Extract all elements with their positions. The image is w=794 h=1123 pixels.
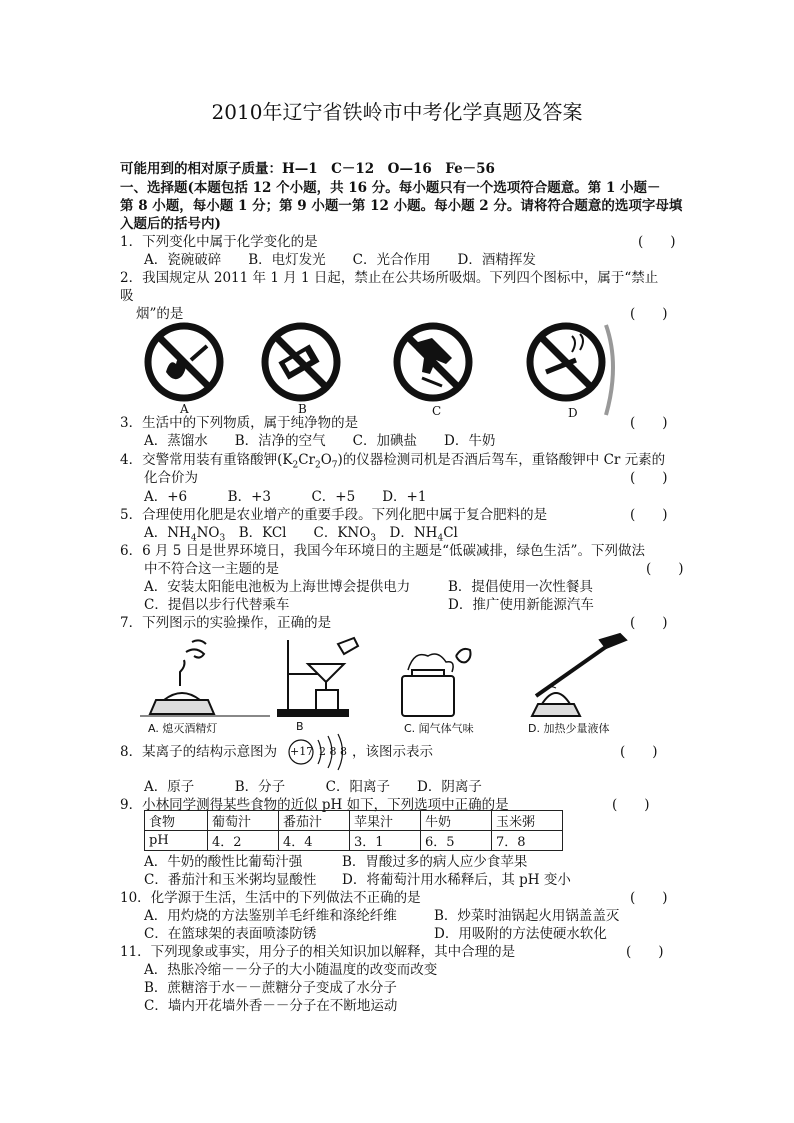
question-6-option-b: B．提倡使用一次性餐具 — [448, 579, 593, 595]
table-cell: 4．2 — [208, 831, 279, 851]
no-smoking-icons — [136, 320, 636, 420]
table-cell: 6．5 — [421, 831, 492, 851]
question-9-option-d: D．将葡萄汁用水稀释后，其 pH 变小 — [342, 872, 571, 888]
question-11-option-a: A．热胀冷缩－－分子的大小随温度的改变而改变 — [144, 962, 438, 978]
figure-label-b: B — [296, 720, 304, 733]
answer-parens: ( ) — [630, 415, 668, 431]
icon-label-c: C — [432, 404, 442, 418]
section-instructions: 入题后的括号内) — [120, 216, 221, 232]
table-row — [145, 811, 563, 831]
section-instructions: 第 8 小题，每小题 1 分；第 9 小题一第 12 小题。每小题 2 分。请将符合题意的选项字母填 — [120, 198, 683, 214]
question-11-stem: 11．下列现象或事实，用分子的相关知识加以解释，其中合理的是 — [120, 944, 516, 960]
table-cell: 葡萄汁 — [208, 811, 279, 831]
question-2-stem: 吸 — [120, 288, 134, 304]
icon-label-a: A — [180, 402, 189, 416]
question-4-stem: 4．交警常用装有重铬酸钾$(K_2Cr_2O_7)$的仪器检测司机是否酒后驾车，重铬酸钾中 Cr 元素的 — [120, 452, 666, 471]
no-fire-icon — [148, 326, 220, 398]
table-cell: 3．1 — [350, 831, 421, 851]
question-9-option-c: C．番茄汁和玉米粥均显酸性 — [144, 872, 317, 888]
answer-parens: ( ) — [626, 944, 664, 960]
question-3-options: A．蒸馏水 B．洁净的空气 C．加碘盐 D．牛奶 — [144, 433, 496, 449]
answer-parens: ( ) — [630, 890, 668, 906]
question-8-options: A．原子 B．分子 C．阳离子 D．阴离子 — [144, 779, 482, 795]
question-5-options: A．$NH_4NO_3$ B．KCl C．$KNO_3$ D．$NH_4Cl$ — [144, 525, 458, 544]
section-instructions: 一、选择题(本题包括 12 个小题，共 16 分。每小题只有一个选项符合题意。第 1 小题－ — [120, 180, 661, 196]
table-cell: 牛奶 — [421, 811, 492, 831]
table-cell: 7．8 — [492, 831, 563, 851]
question-6-stem: 6．6 月 5 日是世界环境日，我国今年环境日的主题是“低碳减排，绿色生活”。下列做法 — [120, 543, 645, 559]
smelling-gas-figure — [402, 649, 471, 716]
ion-nucleus-charge: +17 — [290, 745, 314, 758]
question-6-option-d: D．推广使用新能源汽车 — [448, 597, 594, 613]
question-9-option-b: B．胃酸过多的病人应少食苹果 — [342, 854, 528, 870]
atomic-mass-line: 可能用到的相对原子质量：H—1 C－12 O—16 Fe－56 — [120, 161, 495, 177]
question-2-stem: 烟”的是 — [136, 306, 184, 322]
answer-parens: ( ) — [630, 306, 668, 322]
table-cell: 玉米粥 — [492, 811, 563, 831]
question-10-option-c: C．在篮球架的表面喷漆防锈 — [144, 926, 317, 942]
ion-shell-electrons: 2 8 8 — [319, 745, 347, 758]
figure-label-a: A. 熄灭酒精灯 — [148, 722, 218, 735]
question-3-stem: 3．生活中的下列物质，属于纯净物的是 — [120, 415, 359, 431]
question-10-option-a: A．用灼烧的方法鉴别羊毛纤维和涤纶纤维 — [144, 908, 397, 924]
question-11-option-c: C．墙内开花墙外香－－分子在不断地运动 — [144, 998, 398, 1014]
question-6-option-a: A．安装太阳能电池板为上海世博会提供电力 — [144, 579, 411, 595]
answer-parens: ( ) — [646, 561, 684, 577]
ph-table — [144, 810, 563, 851]
table-cell: 苹果汁 — [350, 811, 421, 831]
icon-label-b: B — [298, 402, 307, 416]
figure-label-d: D. 加热少量液体 — [528, 722, 610, 735]
question-4-options: A．+6 B．+3 C．+5 D．+1 — [144, 489, 427, 505]
question-1-options: A．瓷碗破碎 B．电灯发光 C．光合作用 D．酒精挥发 — [144, 252, 536, 268]
question-4-stem: 化合价为 — [144, 470, 198, 486]
answer-parens: ( ) — [620, 744, 658, 760]
table-cell: 4．4 — [279, 831, 350, 851]
question-10-option-d: D．用吸附的方法使硬水软化 — [434, 926, 607, 942]
question-5-stem: 5．合理使用化肥是农业增产的重要手段。下列化肥中属于复合肥料的是 — [120, 507, 548, 523]
table-cell: 食物 — [145, 811, 208, 831]
lab-operation-figures — [140, 630, 660, 734]
question-10-stem: 10．化学源于生活，生活中的下列做法不正确的是 — [120, 890, 421, 906]
answer-parens: ( ) — [630, 615, 668, 631]
heating-liquid-figure — [532, 634, 626, 716]
answer-parens: ( ) — [612, 797, 650, 813]
no-smoking-icon — [530, 325, 613, 415]
question-2-stem: 2．我国规定从 2011 年 1 月 1 日起，禁止在公共场所吸烟。下列四个图标中，属于“禁止 — [120, 270, 659, 286]
question-1-stem: 1．下列变化中属于化学变化的是 — [120, 234, 318, 250]
answer-parens: ( ) — [630, 507, 668, 523]
filtration-figure — [278, 638, 358, 716]
question-8-stem: 8．某离子的结构示意图为 — [120, 744, 278, 760]
table-row — [145, 831, 563, 851]
alcohol-lamp-figure — [140, 640, 270, 716]
figure-label-c: C. 闻气体气味 — [404, 722, 474, 735]
icon-label-d: D — [568, 406, 578, 420]
page-title: 2010年辽宁省铁岭市中考化学真题及答案 — [211, 100, 583, 124]
answer-parens: ( ) — [638, 234, 676, 250]
question-10-option-b: B．炒菜时油锅起火用锅盖盖灭 — [434, 908, 620, 924]
answer-parens: ( ) — [630, 470, 668, 486]
no-logging-icon — [397, 326, 469, 398]
question-11-option-b: B．蔗糖溶于水－－蔗糖分子变成了水分子 — [144, 980, 397, 996]
no-matches-icon — [265, 326, 337, 398]
question-7-stem: 7．下列图示的实验操作，正确的是 — [120, 615, 332, 631]
question-8-stem: ，该图示表示 — [352, 744, 433, 760]
table-cell: 番茄汁 — [279, 811, 350, 831]
table-cell: pH — [145, 831, 208, 851]
question-6-stem: 中不符合这一主题的是 — [144, 561, 279, 577]
question-9-stem: 9．小林同学测得某些食物的近似 pH 如下，下列选项中正确的是 — [120, 797, 509, 813]
question-9-option-a: A．牛奶的酸性比葡萄汁强 — [144, 854, 303, 870]
question-6-option-c: C．提倡以步行代替乘车 — [144, 597, 290, 613]
